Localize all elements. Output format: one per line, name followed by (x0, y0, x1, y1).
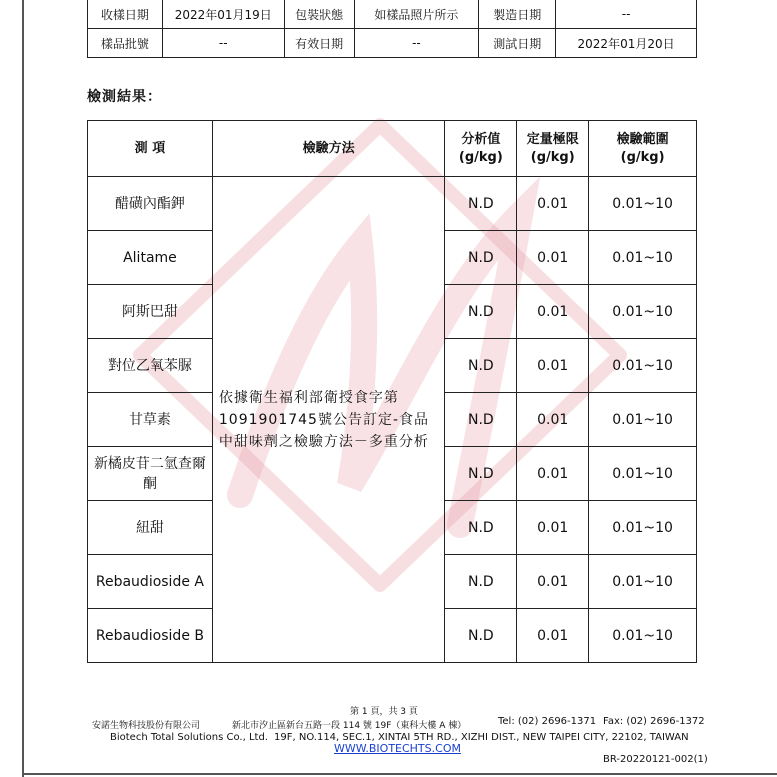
info-row (88, 0, 697, 29)
test-item: 醋磺內酯鉀 (88, 177, 213, 231)
test-item: Rebaudioside A (88, 555, 213, 609)
info-value: -- (354, 29, 479, 58)
quantitation-limit: 0.01 (517, 177, 589, 231)
header-value: 分析值 (g/kg) (445, 121, 517, 177)
analysis-value: N.D (445, 285, 517, 339)
analysis-value: N.D (445, 501, 517, 555)
info-value: 2022年01月19日 (162, 0, 284, 29)
results-table (87, 120, 697, 663)
result-row (88, 177, 697, 231)
results-title: 檢測結果： (87, 89, 162, 105)
page-number: 第 1 頁，共 3 頁 (350, 707, 418, 717)
header-loq: 定量極限 (g/kg) (517, 121, 589, 177)
address-en: 19F, NO.114, SEC.1, XINTAI 5TH RD., XIZHI DIST., NEW TAIPEI CITY, 22102, TAIWAN (274, 732, 689, 743)
test-range: 0.01~10 (589, 447, 697, 501)
test-method: 依據衛生福利部衛授食字第1091901745號公告訂定-食品中甜味劑之檢驗方法－多重分析 (212, 177, 445, 663)
info-value: -- (556, 0, 697, 29)
test-item: 甘草素 (88, 393, 213, 447)
test-item: 紐甜 (88, 501, 213, 555)
company-name-zh: 安諾生物科技股份有限公司 (92, 721, 201, 731)
info-label: 包裝狀態 (284, 0, 354, 29)
page-border-left (22, 0, 24, 777)
test-item: 阿斯巴甜 (88, 285, 213, 339)
analysis-value: N.D (445, 609, 517, 663)
info-label: 測試日期 (479, 29, 556, 58)
info-value: 如樣品照片所示 (354, 0, 479, 29)
analysis-value: N.D (445, 555, 517, 609)
test-item: 新橘皮苷二氫查爾酮 (88, 447, 213, 501)
test-range: 0.01~10 (589, 609, 697, 663)
header-range: 檢驗範圍 (g/kg) (589, 121, 697, 177)
test-range: 0.01~10 (589, 393, 697, 447)
page-border-bottom (22, 773, 777, 775)
website-link[interactable]: WWW.BIOTECHTS.COM (334, 742, 461, 755)
test-range: 0.01~10 (589, 339, 697, 393)
results-header-row (88, 121, 697, 177)
test-item: 對位乙氧苯脲 (88, 339, 213, 393)
info-label: 收樣日期 (88, 0, 163, 29)
test-item: Rebaudioside B (88, 609, 213, 663)
analysis-value: N.D (445, 231, 517, 285)
header-method: 檢驗方法 (212, 121, 445, 177)
quantitation-limit: 0.01 (517, 555, 589, 609)
quantitation-limit: 0.01 (517, 285, 589, 339)
analysis-value: N.D (445, 447, 517, 501)
sample-info-table (87, 0, 697, 58)
test-range: 0.01~10 (589, 501, 697, 555)
analysis-value: N.D (445, 177, 517, 231)
info-label: 有效日期 (284, 29, 354, 58)
info-label: 樣品批號 (88, 29, 163, 58)
quantitation-limit: 0.01 (517, 339, 589, 393)
company-name-en: Biotech Total Solutions Co., Ltd. (110, 732, 268, 743)
info-value: -- (162, 29, 284, 58)
quantitation-limit: 0.01 (517, 231, 589, 285)
test-range: 0.01~10 (589, 285, 697, 339)
analysis-value: N.D (445, 339, 517, 393)
test-range: 0.01~10 (589, 177, 697, 231)
test-range: 0.01~10 (589, 231, 697, 285)
quantitation-limit: 0.01 (517, 501, 589, 555)
analysis-value: N.D (445, 393, 517, 447)
info-row (88, 29, 697, 58)
quantitation-limit: 0.01 (517, 393, 589, 447)
header-item: 測 項 (88, 121, 213, 177)
info-value: 2022年01月20日 (556, 29, 697, 58)
quantitation-limit: 0.01 (517, 447, 589, 501)
address-zh: 新北市汐止區新台五路一段 114 號 19F（東科大樓 A 棟） (232, 721, 467, 731)
info-label: 製造日期 (479, 0, 556, 29)
test-range: 0.01~10 (589, 555, 697, 609)
test-item: Alitame (88, 231, 213, 285)
telephone: Tel: (02) 2696-1371 (498, 716, 597, 727)
quantitation-limit: 0.01 (517, 609, 589, 663)
document-number: BR-20220121-002(1) (603, 754, 708, 765)
fax: Fax: (02) 2696-1372 (603, 716, 705, 727)
